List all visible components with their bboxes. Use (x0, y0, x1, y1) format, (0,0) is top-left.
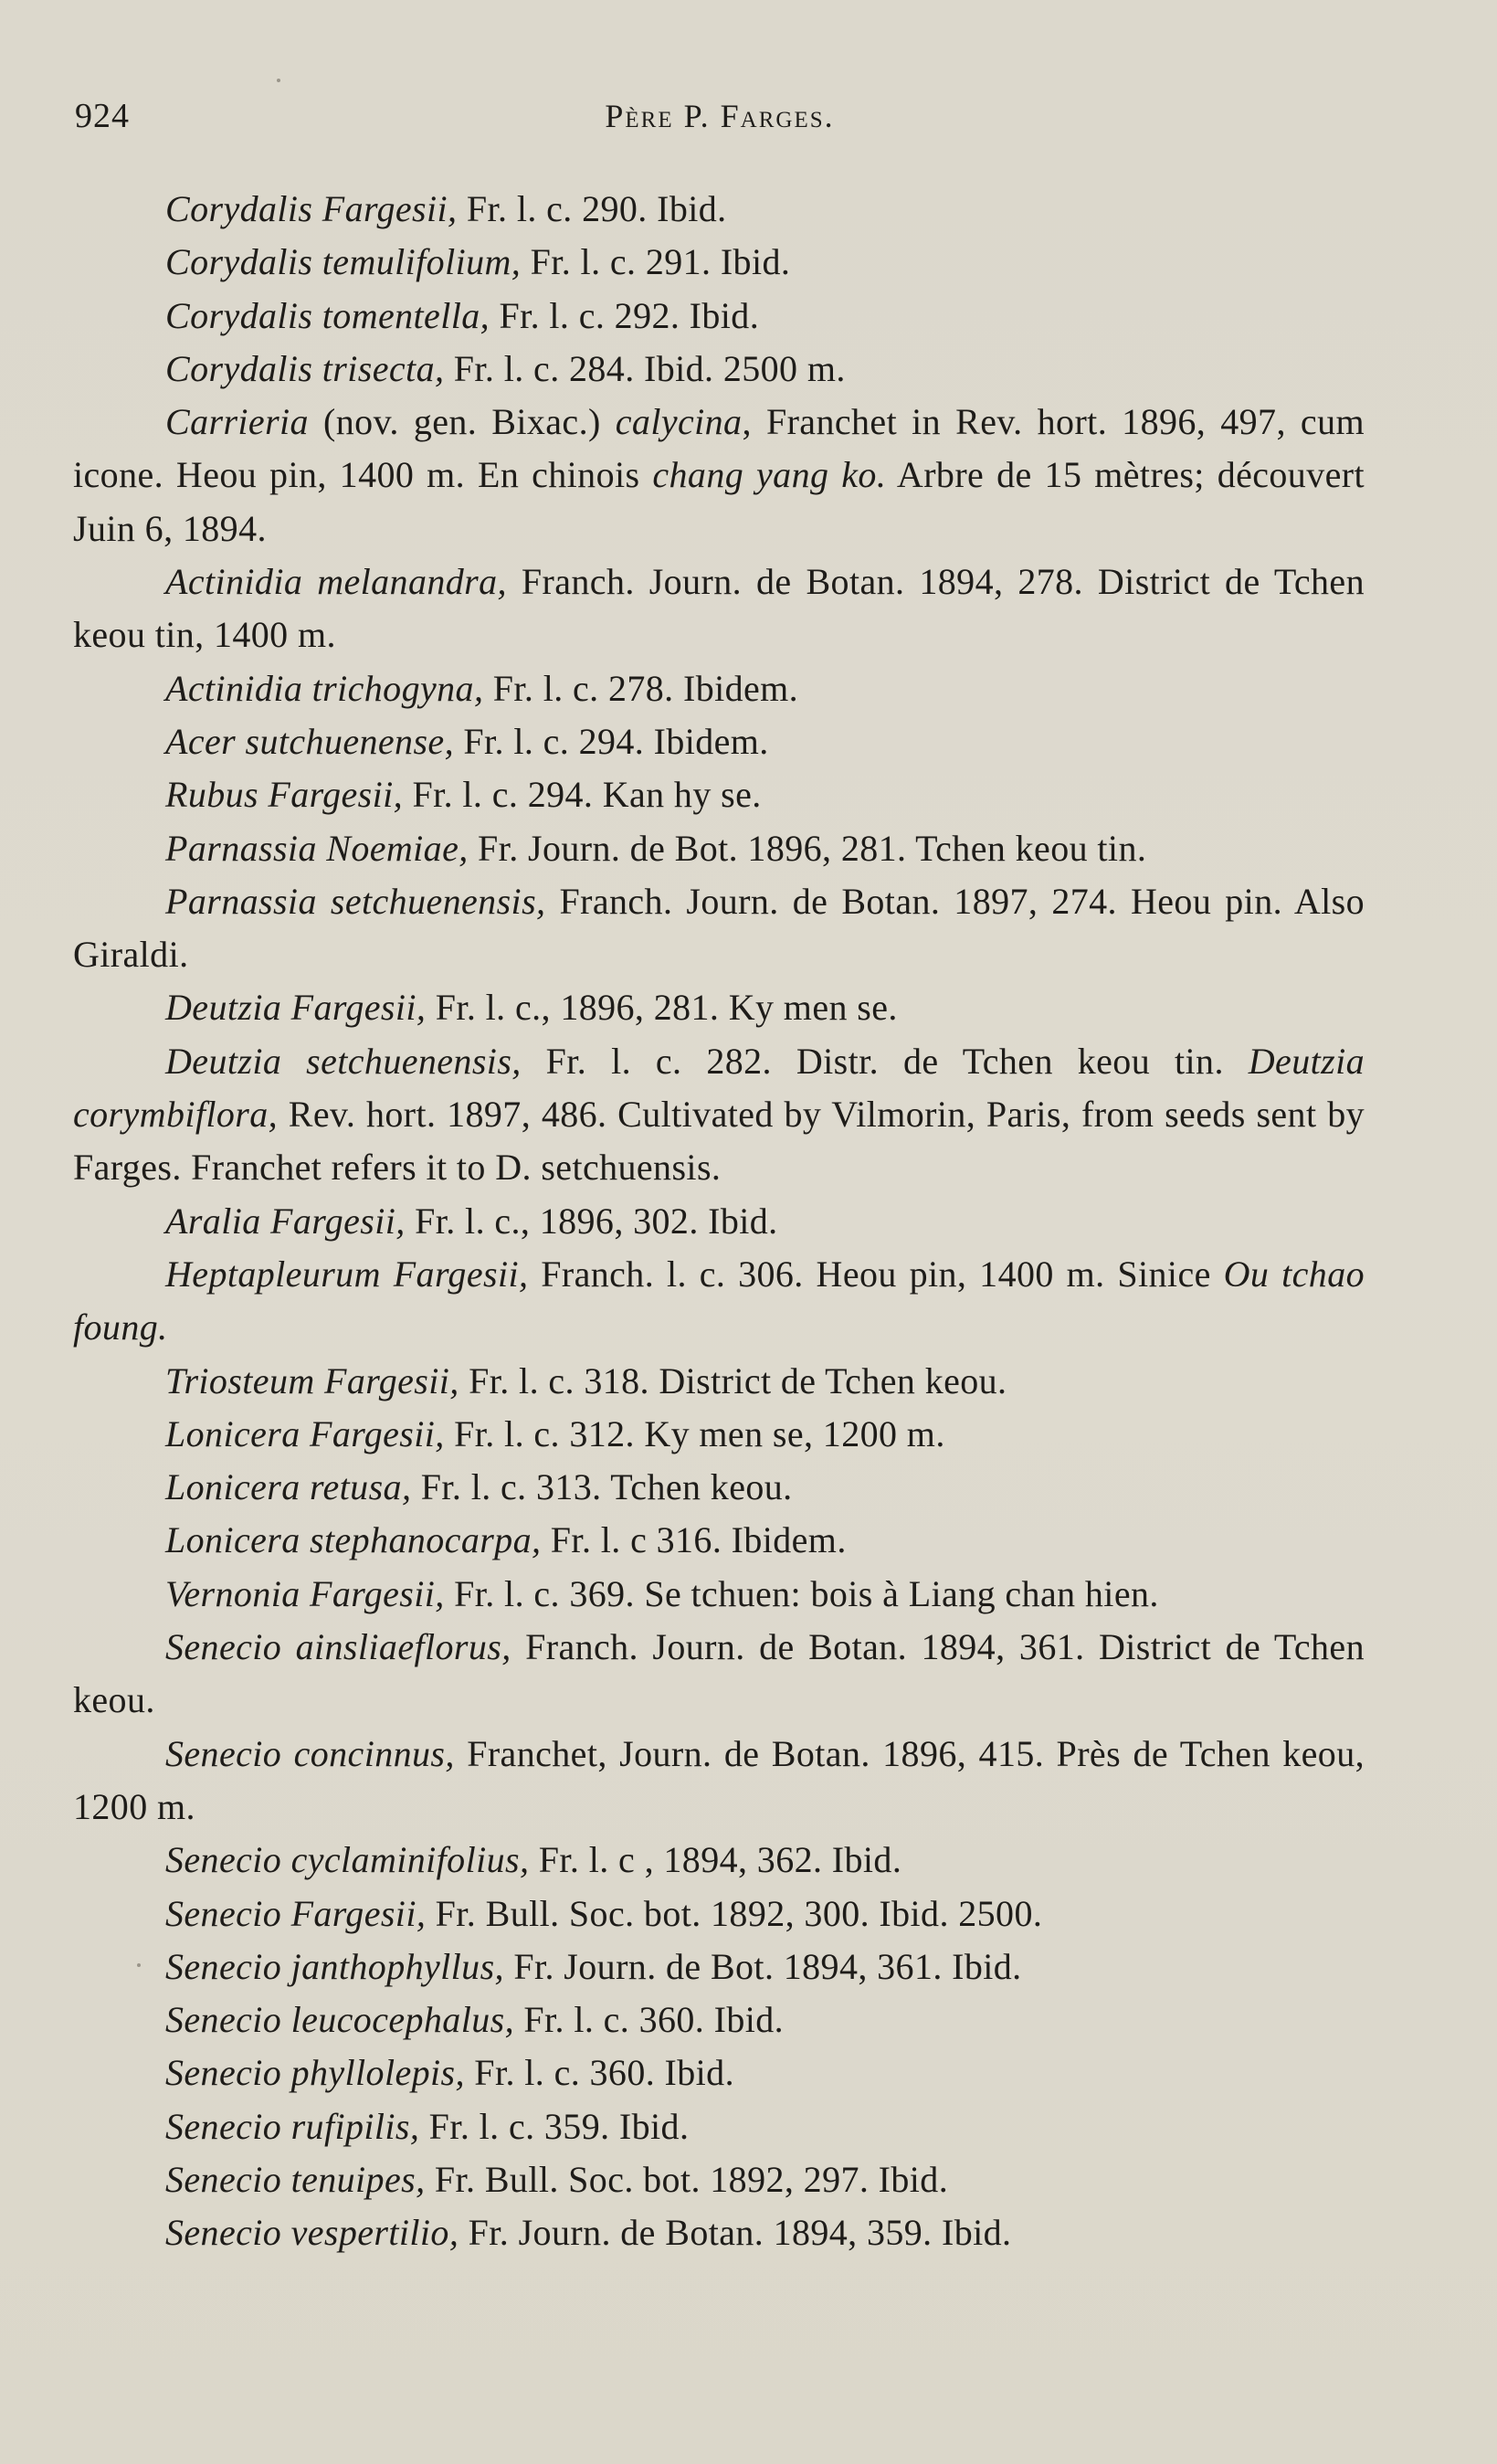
species-entry (73, 1461, 1365, 1514)
species-entry (73, 1834, 1365, 1887)
citation: Fr. l. c. 294. Ibidem. (453, 720, 769, 762)
species-entry (73, 1568, 1365, 1621)
species-name: Carrieria (165, 401, 309, 443)
citation: (nov. gen. Bixac.) (308, 401, 616, 443)
citation: Franch. Journ. de Botan. 1897, 274. Heou pin. Also Giraldi. (73, 880, 1365, 976)
citation: Fr. l. c. 318. District de Tchen keou. (459, 1359, 1007, 1401)
species-entry (73, 396, 1365, 555)
citation: Rev. hort. 1897, 486. Cultivated by Vilmorin, Paris, from seeds sent by Farges. Franchet refers it to D. setchuensis. (73, 1094, 1365, 1189)
species-entry (73, 2206, 1365, 2259)
citation: Fr. l. c., 1896, 281. Ky men se. (426, 987, 898, 1029)
citation: Franch. Journ. de Botan. 1894, 361. District de Tchen keou. (73, 1626, 1365, 1721)
citation: Fr. l. c. 359. Ibid. (419, 2105, 690, 2147)
citation: Fr. l. c. 278. Ibidem. (483, 667, 799, 709)
species-list (73, 183, 1365, 2260)
species-name: Corydalis temulifolium, (165, 241, 522, 283)
species-entry (73, 662, 1365, 715)
species-name: Rubus Fargesii, (165, 774, 404, 816)
species-entry (73, 555, 1365, 662)
species-entry (73, 1408, 1365, 1461)
species-name: Lonicera stephanocarpa, (165, 1519, 542, 1561)
species-entry (73, 1195, 1365, 1248)
species-name: Vernonia Fargesii, (165, 1572, 445, 1614)
species-name: Triosteum Fargesii, (165, 1359, 459, 1401)
citation: Fr. l. c. 292. Ibid. (490, 294, 760, 336)
species-entry (73, 1035, 1365, 1195)
citation: Fr. Journ. de Bot. 1894, 361. Ibid. (503, 1945, 1022, 1987)
citation: Fr. Journ. de Bot. 1896, 281. Tchen keou tin. (468, 827, 1147, 869)
citation: Fr. l. c., 1896, 302. Ibid. (405, 1200, 778, 1242)
species-name: Deutzia corymbiflora, (73, 1040, 1365, 1136)
species-name: Corydalis trisecta, (165, 347, 445, 389)
species-name: Senecio vespertilio, (165, 2212, 459, 2254)
species-entry (73, 343, 1365, 396)
running-title: Père P. Farges. (605, 98, 835, 134)
species-entry (73, 1355, 1365, 1408)
citation: Fr. l. c. 369. Se tchuen: bois à Liang chan hien. (444, 1572, 1159, 1614)
citation: Fr. l. c. 360. Ibid. (513, 1999, 785, 2041)
species-name: Lonicera retusa, (165, 1466, 412, 1508)
citation: Fr. l. c. 284. Ibid. 2500 m. (444, 347, 846, 389)
species-name: Deutzia setchuenensis, (165, 1040, 522, 1082)
species-entry (73, 715, 1365, 768)
species-entry (73, 1728, 1365, 1835)
species-name: Deutzia Fargesii, (165, 987, 427, 1029)
chinese-name: Ou tchao foung. (73, 1253, 1365, 1348)
species-entry (73, 290, 1365, 343)
citation: Arbre de 15 mètres; découvert Juin 6, 1894. (73, 454, 1365, 549)
species-name: Actinidia melanandra, (165, 561, 507, 603)
species-entry (73, 236, 1365, 289)
citation: Fr. l. c. 360. Ibid. (464, 2052, 734, 2094)
citation: Franchet, Journ. de Botan. 1896, 415. Près de Tchen keou, 1200 m. (73, 1732, 1365, 1827)
citation: Fr. l. c 316. Ibidem. (541, 1519, 847, 1561)
species-entry (73, 981, 1365, 1034)
species-name: Corydalis tomentella, (165, 294, 490, 336)
species-name: Senecio phyllolepis, (165, 2052, 465, 2094)
scan-speck (137, 1963, 141, 1967)
species-entry (73, 768, 1365, 821)
citation: Fr. Bull. Soc. bot. 1892, 300. Ibid. 2500. (426, 1892, 1043, 1934)
species-name: Senecio tenuipes, (165, 2158, 426, 2200)
citation: Fr. Bull. Soc. bot. 1892, 297. Ibid. (425, 2158, 949, 2200)
species-name: Senecio cyclaminifolius, (165, 1839, 530, 1881)
citation: Fr. l. c. 282. Distr. de Tchen keou tin. (521, 1040, 1249, 1082)
citation: , Franchet in Rev. hort. 1896, 497, cum icone. Heou pin, 1400 m. En chinois (73, 401, 1365, 496)
species-name: Parnassia Noemiae, (165, 827, 469, 869)
species-entry (73, 875, 1365, 982)
species-entry (73, 1941, 1365, 1993)
species-name: Aralia Fargesii, (165, 1200, 406, 1242)
chinese-name: chang yang ko. (652, 454, 887, 496)
citation: Fr. l. c. 291. Ibid. (521, 241, 791, 283)
species-entry (73, 1888, 1365, 1941)
species-name: Senecio concinnus, (165, 1732, 455, 1774)
species-name: Parnassia setchuenensis, (165, 880, 546, 922)
citation: Franch. l. c. 306. Heou pin, 1400 m. Sinice (528, 1253, 1224, 1295)
species-entry (73, 2153, 1365, 2206)
species-epithet: calycina (615, 401, 743, 443)
species-name: Senecio ainsliaeflorus, (165, 1626, 511, 1668)
scan-speck (277, 79, 280, 82)
citation: Fr. l. c , 1894, 362. Ibid. (529, 1839, 902, 1881)
species-entry (73, 1514, 1365, 1567)
species-name: Senecio rufipilis, (165, 2105, 420, 2147)
citation: Fr. l. c. 290. Ibid. (457, 188, 727, 229)
species-name: Actinidia trichogyna, (165, 667, 484, 709)
species-entry (73, 1621, 1365, 1728)
citation: Fr. Journ. de Botan. 1894, 359. Ibid. (459, 2212, 1012, 2254)
species-entry (73, 1993, 1365, 2046)
species-name: Senecio Fargesii, (165, 1892, 427, 1934)
citation: Fr. l. c. 294. Kan hy se. (403, 774, 762, 816)
citation: Franch. Journ. de Botan. 1894, 278. District de Tchen keou tin, 1400 m. (73, 561, 1365, 656)
species-entry (73, 2100, 1365, 2153)
species-entry (73, 2046, 1365, 2099)
species-entry (73, 1248, 1365, 1355)
citation: Fr. l. c. 312. Ky men se, 1200 m. (444, 1412, 945, 1454)
species-name: Acer sutchuenense, (165, 720, 454, 762)
page-number: 924 (75, 97, 130, 135)
species-entry (73, 183, 1365, 236)
species-name: Lonicera Fargesii, (165, 1412, 445, 1454)
species-name: Heptapleurum Fargesii, (165, 1253, 529, 1295)
citation: Fr. l. c. 313. Tchen keou. (411, 1466, 793, 1508)
species-name: Senecio leucocephalus, (165, 1999, 514, 2041)
species-name: Corydalis Fargesii, (165, 188, 458, 229)
species-entry (73, 822, 1365, 875)
page-header (75, 93, 1365, 139)
species-name: Senecio janthophyllus, (165, 1945, 504, 1987)
